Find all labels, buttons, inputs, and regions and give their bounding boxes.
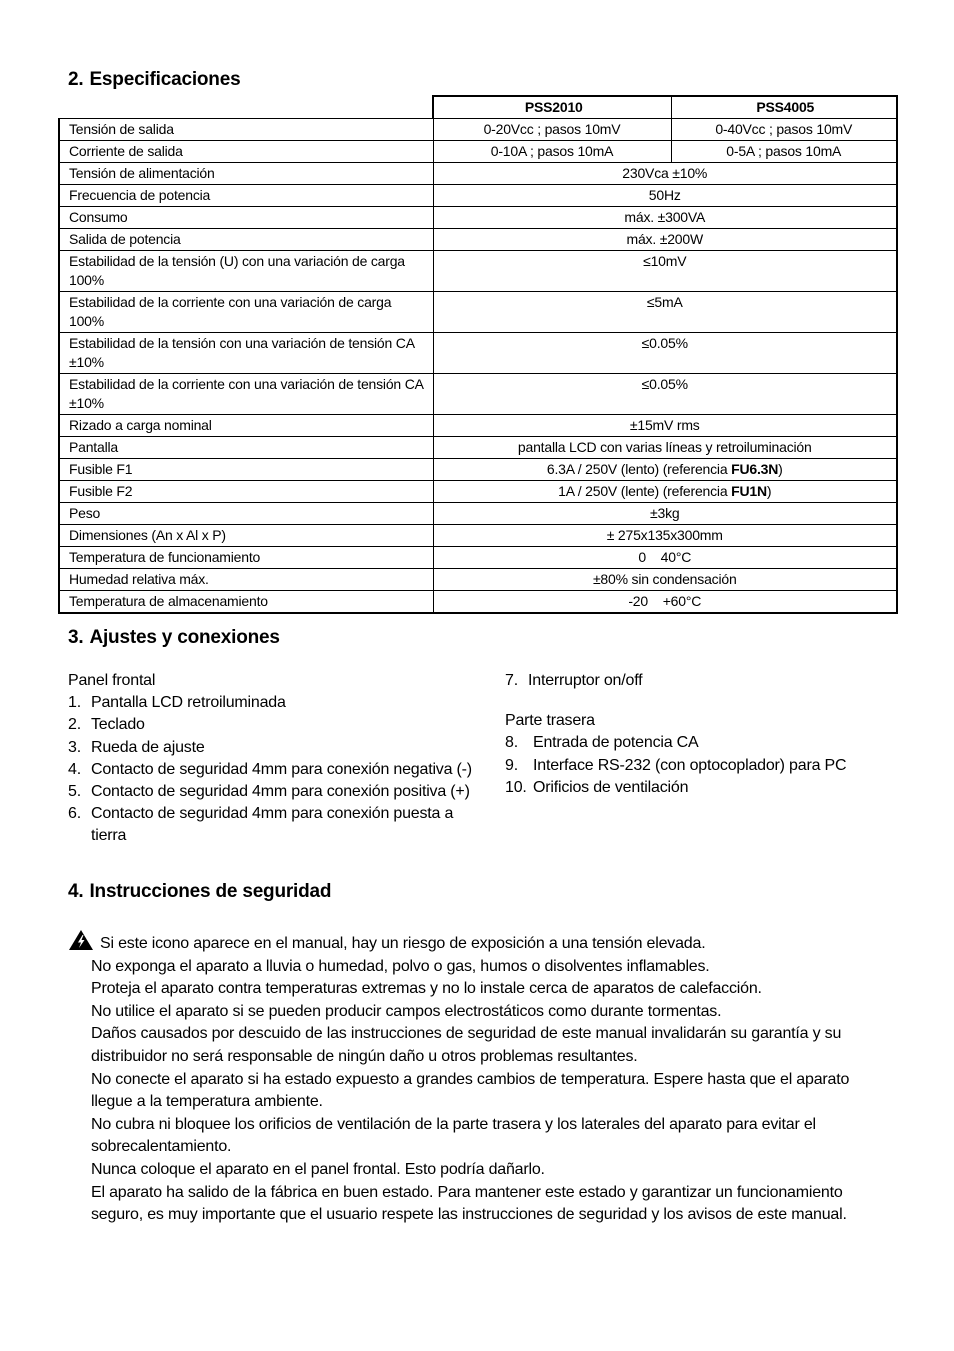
list-item: 10. Orificios de ventilación [505,778,689,796]
table-row: Tensión de salida 0-20Vcc ; pasos 10mV 0-40Vcc ; pasos 10mV [59,119,897,141]
safety-instructions [68,929,868,1227]
table-row: Corriente de salida 0-10A ; pasos 10mA 0-5A ; pasos 10mA [59,141,897,163]
table-row: Tensión de alimentación 230Vca ±10% [59,163,897,185]
table-row: Estabilidad de la tensión (U) con una variación de carga 100% ≤10mV [59,251,897,292]
safety-paragraph: Daños causados por descuido de las instrucciones de seguridad de este manual invalidarán su garantía y su distribuidor no será responsable de ningún daño u otros problemas resultantes. [91,1025,842,1065]
list-item: 6. Contacto de seguridad 4mm para conexión puesta a tierra [68,805,454,845]
table-row: Temperatura de almacenamiento -20 +60°C [59,591,897,614]
table-row: Dimensiones (An x Al x P) ± 275x135x300mm [59,525,897,547]
table-row: Salida de potencia máx. ±200W [59,229,897,251]
safety-intro: Si este icono aparece en el manual, hay un riesgo de exposición a una tensión elevada. [68,929,868,956]
fuse-reference: FU6.3N [731,461,779,477]
safety-paragraph: No utilice el aparato si se pueden producir campos electrostáticos como durante tormentas. [91,1002,722,1020]
list-item: 4. Contacto de seguridad 4mm para conexión negativa (-) [68,760,472,778]
warning-triangle-icon [68,929,94,951]
table-row: Frecuencia de potencia 50Hz [59,185,897,207]
list-item: 8. Entrada de potencia CA [505,734,699,752]
table-row: Pantalla pantalla LCD con varias líneas y retroiluminación [59,437,897,459]
list-item: 7. Interruptor on/off [505,672,643,689]
table-row: Estabilidad de la corriente con una variación de carga 100% ≤5mA [59,292,897,333]
list-item: 2. Teclado [68,716,145,734]
table-row: Rizado a carga nominal ±15mV rms [59,415,897,437]
list-item: 9. Interface RS-232 (con optocoplador) para PC [505,756,847,774]
table-row: Estabilidad de la tensión con una variación de tensión CA ±10% ≤0.05% [59,333,897,374]
section-heading-ajustes: 3. Ajustes y conexiones [68,627,280,648]
fuse-reference: FU1N [731,483,767,499]
safety-paragraph: No conecte el aparato si ha estado expuesto a grandes cambios de temperatura. Espere hasta que el aparato llegue a la temperatura ambiente. [91,1070,850,1111]
table-row: Consumo máx. ±300VA [59,207,897,229]
rear-panel-heading: Parte trasera [505,712,595,730]
safety-paragraph: Proteja el aparato contra temperaturas extremas y no lo instale cerca de aparatos de calefacción. [91,980,762,998]
rear-panel-list [505,670,905,799]
table-row: Peso ±3kg [59,503,897,525]
section-heading-seguridad: 4. Instrucciones de seguridad [68,881,332,902]
section-heading-especificaciones: 2. Especificaciones [68,69,241,90]
list-item: 5. Contacto de seguridad 4mm para conexión positiva (+) [68,783,470,801]
table-row: Temperatura de funcionamiento 0 40°C [59,547,897,569]
header-pss4005: PSS4005 [671,96,897,119]
table-header-row [59,96,897,119]
table-row: Fusible F2 1A / 250V (lente) (referencia FU1N) [59,481,897,503]
specifications-table [58,95,898,614]
list-item: 1. Pantalla LCD retroiluminada [68,694,286,712]
safety-paragraph: Nunca coloque el aparato en el panel frontal. Esto podría dañarlo. [91,1160,545,1178]
table-row: Humedad relativa máx. ±80% sin condensación [59,569,897,591]
safety-paragraph: No cubra ni bloquee los orificios de ventilación de la parte trasera y los laterales del aparato para evitar el sobrecalentamiento. [91,1115,816,1156]
front-panel-heading: Panel frontal [68,672,156,689]
table-row: Fusible F1 6.3A / 250V (lento) (referencia FU6.3N) [59,459,897,481]
header-pss2010: PSS2010 [433,96,671,119]
front-panel-list [68,670,488,848]
safety-paragraph: El aparato ha salido de la fábrica en buen estado. Para mantener este estado y garantizar un funcionamiento seguro, es muy importante que el usuario respete las instrucciones de seguridad y los avisos de este manual. [91,1183,847,1224]
list-item: 3. Rueda de ajuste [68,738,205,756]
table-row: Estabilidad de la corriente con una variación de tensión CA ±10% ≤0.05% [59,374,897,415]
safety-paragraph: No exponga el aparato a lluvia o humedad, polvo o gas, humos o disolventes inflamables. [91,957,710,975]
